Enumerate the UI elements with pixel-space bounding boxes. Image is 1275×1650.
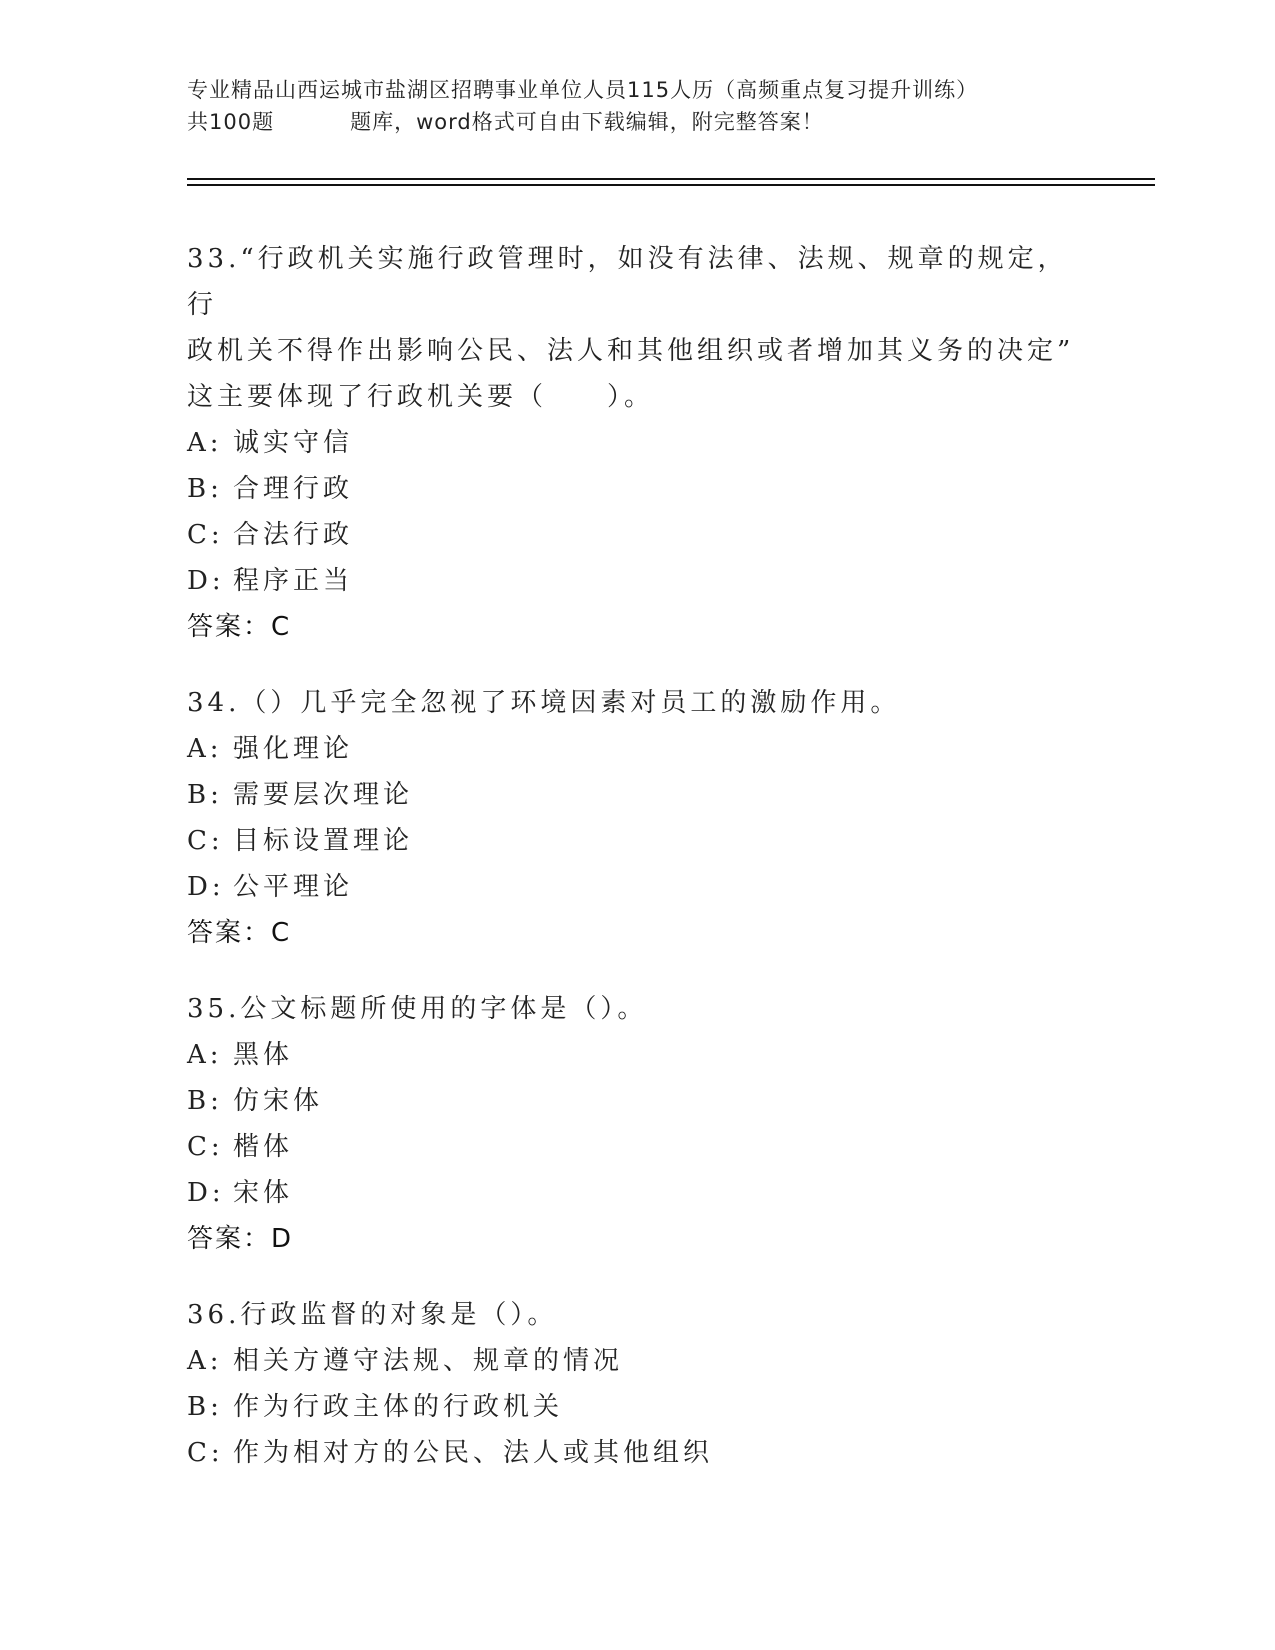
option-text: 黑体 — [233, 1040, 294, 1070]
header-divider-bottom — [187, 184, 1155, 186]
option-key: C: — [187, 1132, 224, 1162]
question-list — [187, 236, 1087, 1506]
option-key: B: — [187, 1392, 223, 1422]
option-b — [187, 1078, 1087, 1124]
question-34 — [187, 680, 1087, 956]
option-text: 目标设置理论 — [233, 826, 414, 856]
option-text: 需要层次理论 — [233, 780, 414, 810]
question-text-line: 这主要体现了行政机关要（ ）。 — [187, 382, 655, 412]
option-key: D: — [187, 872, 225, 902]
option-key: B: — [187, 1086, 223, 1116]
header-note: 题库，word格式可自由下载编辑，附完整答案！ — [350, 110, 824, 134]
option-a — [187, 1338, 1087, 1384]
option-text: 宋体 — [233, 1178, 294, 1208]
question-number: 34. — [187, 688, 241, 718]
option-key: C: — [187, 826, 224, 856]
option-c — [187, 818, 1087, 864]
option-d — [187, 1170, 1087, 1216]
question-33 — [187, 236, 1087, 650]
question-number: 35. — [187, 994, 241, 1024]
document-header — [187, 74, 1087, 138]
option-b — [187, 466, 1087, 512]
option-key: A: — [187, 1346, 223, 1376]
option-text: 相关方遵守法规、规章的情况 — [233, 1346, 624, 1376]
option-text: 强化理论 — [233, 734, 354, 764]
question-35 — [187, 986, 1087, 1262]
question-36 — [187, 1292, 1087, 1476]
question-text: 36.行政监督的对象是（）。 — [187, 1300, 558, 1330]
option-c — [187, 1430, 1087, 1476]
option-text: 公平理论 — [233, 872, 354, 902]
option-key: D: — [187, 1178, 225, 1208]
option-d — [187, 558, 1087, 604]
answer: 答案：C — [187, 918, 292, 948]
option-d — [187, 864, 1087, 910]
option-key: A: — [187, 734, 223, 764]
option-text: 仿宋体 — [233, 1086, 324, 1116]
option-key: A: — [187, 1040, 223, 1070]
option-text: 楷体 — [233, 1132, 294, 1162]
option-key: B: — [187, 780, 223, 810]
option-text: 程序正当 — [233, 566, 354, 596]
header-divider-top — [187, 178, 1155, 180]
option-b — [187, 1384, 1087, 1430]
option-text: 作为相对方的公民、法人或其他组织 — [233, 1438, 714, 1468]
answer: 答案：D — [187, 1224, 294, 1254]
option-key: D: — [187, 566, 225, 596]
option-key: C: — [187, 1438, 224, 1468]
question-number: 33. — [187, 244, 241, 274]
option-key: B: — [187, 474, 223, 504]
header-subtitle-line — [187, 106, 1087, 138]
option-text: 合法行政 — [233, 520, 354, 550]
answer: 答案：C — [187, 612, 292, 642]
option-text: 诚实守信 — [233, 428, 354, 458]
question-text: 35.公文标题所使用的字体是（）。 — [187, 994, 648, 1024]
option-key: C: — [187, 520, 224, 550]
option-a — [187, 726, 1087, 772]
option-c — [187, 512, 1087, 558]
option-text: 合理行政 — [233, 474, 354, 504]
question-text: 33.“行政机关实施行政管理时，如没有法律、法规、规章的规定，行 — [187, 244, 1068, 320]
question-text-line: 政机关不得作出影响公民、法人和其他组织或者增加其义务的决定” — [187, 336, 1075, 366]
option-a — [187, 420, 1087, 466]
option-b — [187, 772, 1087, 818]
option-key: A: — [187, 428, 223, 458]
option-a — [187, 1032, 1087, 1078]
question-text: 34.（）几乎完全忽视了环境因素对员工的激励作用。 — [187, 688, 901, 718]
option-text: 作为行政主体的行政机关 — [233, 1392, 564, 1422]
option-c — [187, 1124, 1087, 1170]
question-count: 共100题 — [187, 110, 275, 134]
question-number: 36. — [187, 1300, 241, 1330]
header-title-line: 专业精品山西运城市盐湖区招聘事业单位人员115人历（高频重点复习提升训练） — [187, 78, 979, 102]
